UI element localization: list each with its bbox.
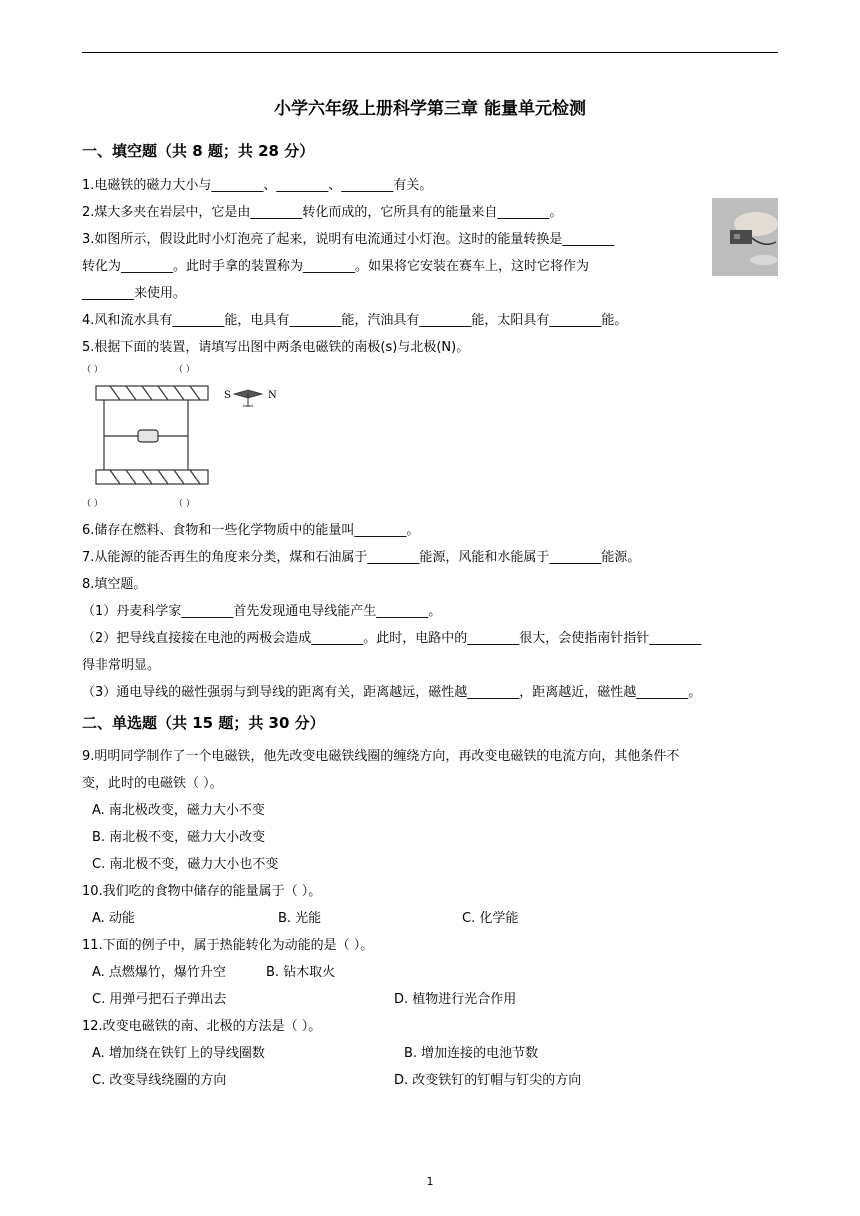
label-paren-bottom-left: （ ） xyxy=(82,499,103,509)
page-number: 1 xyxy=(426,1175,434,1188)
question-3-line-2: 转化为________。此时手拿的装置称为________。如果将它安装在赛车上，这时它将作为 xyxy=(82,259,590,274)
question-3-line-3: ________来使用。 xyxy=(82,286,187,301)
question-6: 6.储存在燃料、食物和一些化学物质中的能量叫________。 xyxy=(82,523,420,538)
option-10b: B. 光能 xyxy=(278,911,322,926)
option-11c: C. 用弹弓把石子弹出去 xyxy=(92,992,227,1007)
section-heading-fill-blank: 一、填空题（共 8 题；共 28 分） xyxy=(82,142,315,160)
question-8: 8.填空题。 xyxy=(82,577,147,592)
label-paren-bottom-right: （ ） xyxy=(174,499,195,509)
question-1: 1.电磁铁的磁力大小与________、________、________有关。 xyxy=(82,178,433,193)
option-12d: D. 改变铁钉的钉帽与钉尖的方向 xyxy=(394,1073,582,1088)
option-11b: B. 钻木取火 xyxy=(266,965,336,980)
question-3-line-1: 3.如图所示，假设此时小灯泡亮了起来，说明有电流通过小灯泡。这时的能量转换是________ xyxy=(82,232,615,247)
label-paren-top-left: （ ） xyxy=(82,365,103,375)
header-rule xyxy=(82,52,778,53)
label-s: S xyxy=(224,390,231,401)
question-9-line-2: 变，此时的电磁铁（ ）。 xyxy=(82,776,223,791)
generator-photo xyxy=(712,198,778,276)
option-9a: A. 南北极改变，磁力大小不变 xyxy=(92,803,265,818)
electromagnet-diagram xyxy=(82,362,302,514)
option-12a: A. 增加绕在铁钉上的导线圈数 xyxy=(92,1046,265,1061)
question-9-line-1: 9.明明同学制作了一个电磁铁，他先改变电磁铁线圈的缠绕方向，再改变电磁铁的电流方向，其他条件不 xyxy=(82,749,680,764)
section-heading-single-choice: 二、单选题（共 15 题；共 30 分） xyxy=(82,714,325,732)
option-9b: B. 南北极不变，磁力大小改变 xyxy=(92,830,266,845)
question-8-3: （3）通电导线的磁性强弱与到导线的距离有关，距离越远，磁性越________，距离越近，磁性越________。 xyxy=(82,685,702,700)
option-10c: C. 化学能 xyxy=(462,911,519,926)
question-2: 2.煤大多夹在岩层中，它是由________转化而成的，它所具有的能量来自________。 xyxy=(82,205,563,220)
option-12c: C. 改变导线绕圈的方向 xyxy=(92,1073,227,1088)
option-12b: B. 增加连接的电池节数 xyxy=(404,1046,539,1061)
option-11a: A. 点燃爆竹，爆竹升空 xyxy=(92,965,226,980)
question-8-1: （1）丹麦科学家________首先发现通电导线能产生________。 xyxy=(82,604,442,619)
option-10a: A. 动能 xyxy=(92,911,135,926)
question-11: 11.下面的例子中，属于热能转化为动能的是（ ）。 xyxy=(82,938,374,953)
label-paren-top-right: （ ） xyxy=(174,365,195,375)
question-5: 5.根据下面的装置，请填写出图中两条电磁铁的南极(s)与北极(N)。 xyxy=(82,340,470,355)
question-8-2-line-2: 得非常明显。 xyxy=(82,658,161,673)
question-7: 7.从能源的能否再生的角度来分类，煤和石油属于________能源，风能和水能属于________能源。 xyxy=(82,550,641,565)
label-n: N xyxy=(268,390,277,401)
question-4: 4.风和流水具有________能，电具有________能，汽油具有________能，太阳具有________能。 xyxy=(82,313,628,328)
option-11d: D. 植物进行光合作用 xyxy=(394,992,517,1007)
question-12: 12.改变电磁铁的南、北极的方法是（ ）。 xyxy=(82,1019,322,1034)
question-10: 10.我们吃的食物中储存的能量属于（ ）。 xyxy=(82,884,322,899)
question-8-2-line-1: （2）把导线直接接在电池的两极会造成________。此时，电路中的________很大，会使指南针指针________ xyxy=(82,631,702,646)
page-title: 小学六年级上册科学第三章 能量单元检测 xyxy=(274,99,586,119)
option-9c: C. 南北极不变，磁力大小也不变 xyxy=(92,857,279,872)
